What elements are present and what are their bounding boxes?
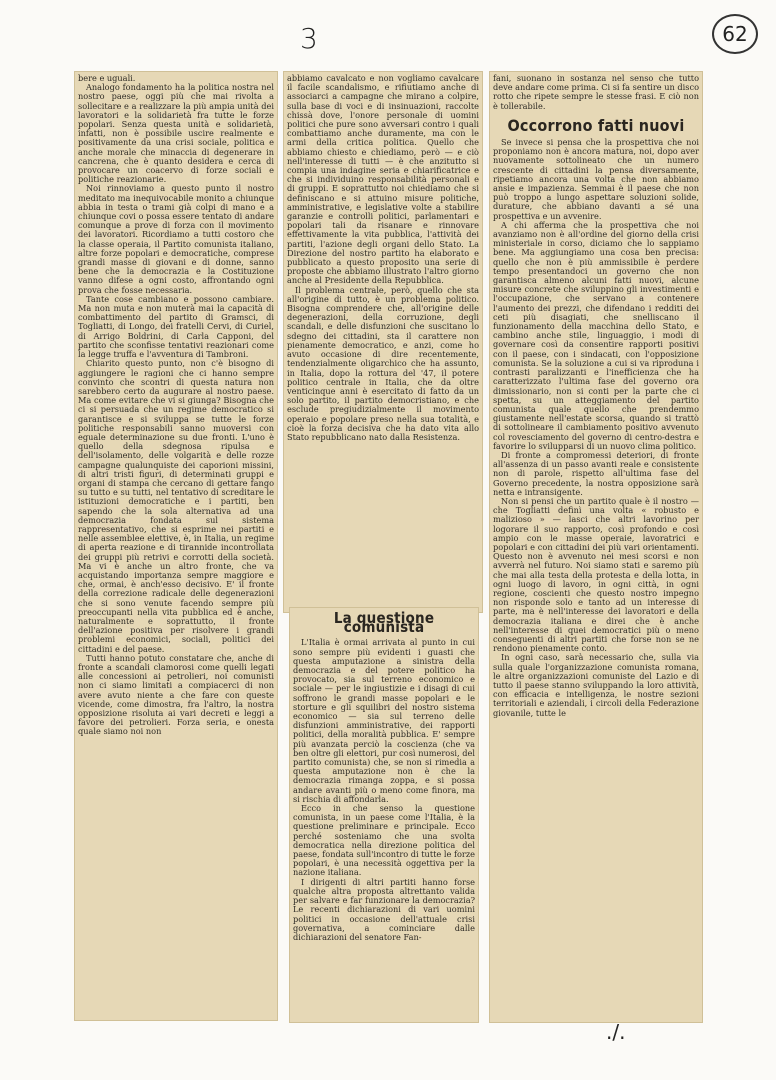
circled-archive-number: 62 [712,14,758,54]
right-column-text [490,72,702,720]
paragraph: L'Italia è ormai arrivata al punto in cui sono sempre più evidenti i guasti che questa amputazione a sinistra della democrazia e del potere politico ha provocato, sia sul terreno economico e sociale — per le ingiustizie e i disagi di cui soffrono le grandi masse popolari e le storture e gli squilibri del nostro sistema economico — sia sul terreno delle disfunzioni amministrative, dei rapporti politici, della moralità pubblica. E' sempre più avanzata perciò la coscienza (che va ben oltre gli elettori, pur così numerosi, del partito comunista) che, se non si rimedia a questa amputazione non è che la democrazia rimanga zoppa, e si possa andare avanti più o meno come finora, ma si rischia di affondarla. [293,637,475,804]
clipping-middle-column-top [284,72,482,612]
clipping-left-column [75,72,277,1020]
clipping-right-column [490,72,702,1022]
paragraph: Il problema centrale, però, quello che sta all'origine di tutto, è un problema politico. Bisogna comprendere che, all'origine delle degenerazioni, della corruzione, degli scandali, e delle disfunzioni che suscitano lo sdegno dei cittadini, sta il carattere non pienamente democratico, e anzi, come ho avuto occasione di dire recentemente, tendenzialmente oligarchico che ha assunto, in Italia, dopo la rottura del '47, il potere politico centrale in Italia, che da oltre venticinque anni è esercitato di fatto da un solo partito, il partito democristiano, e che esclude pregiudizialmente il movimento operaio e popolare preso nella sua totalità, e cioè la forza decisiva che ha dato vita allo Stato repubblicano nato dalla Resistenza. [287,284,479,442]
continuation-mark: ./. [606,1020,626,1044]
handwritten-page-number: 3 [300,22,318,55]
middle-column-bottom-text [290,608,478,944]
paragraph: Noi rinnoviamo a questo punto il nostro meditato ma inequivocabile monito a chiunque abbia in testa o trami già colpi di mano e a chiunque covi o possa essere tentato di andare comunque a prove di forza con il movimento dei lavoratori. Ricordiamo a tutti costoro che la classe operaia, il Partito comunista italiano, altre forze popolari e democratiche, comprese grandi masse di giovani e di donne, sanno bene che la democrazia e la Costituzione vanno difese a ogni costo, affrontando ogni prova che fosse necessaria. [78,183,274,295]
paragraph: I dirigenti di altri partiti hanno forse qualche altra proposta altrettanto valida per salvare e far funzionare la democrazia? Le recenti dichiarazioni di vari uomini politici in occasione dell'attuale crisi governativa, a cominciare dalle dichiarazioni del senatore Fan- [293,876,475,942]
clipping-middle-column-bottom [290,608,478,1022]
paragraph: Di fronte a compromessi deteriori, di fronte all'assenza di un passo avanti reale e consistente non di parole, rispetto all'ultima fase del Governo precedente, la nostra opposizione sarà netta e intransigente. [493,449,699,497]
paragraph: Tutti hanno potuto constatare che, anche di fronte a scandali clamorosi come quelli legati alle concessioni ai petrolieri, noi comunisti non ci siamo limitati a compiacerci di non avere avuto niente a che fare con queste vicende, come dimostra, fra l'altro, la nostra opposizione risoluta ai vari decreti e leggi a favore dei petrolieri. Forza seria, e onesta quale siamo noi non [78,652,274,737]
left-column-text [75,72,277,739]
paragraph: Tante cose cambiano e possono cambiare. Ma non muta e non muterà mai la capacità di combattimento del partito di Gramsci, di Togliatti, di Longo, dei fratelli Cervi, di Curiel, di Arrigo Boldrini, di Carla Capponi, del partito che sconfisse tentativi reazionari come la legge truffa e l'avventura di Tambroni. [78,293,274,360]
paragraph: Chiarito questo punto, non c'è bisogno di aggiungere le ragioni che ci hanno sempre convinto che scontri di questa natura non sarebbero certo da augurare al nostro paese. Ma come evitare che vi si giunga? Bisogna che ci si persuada che un regime democratico si garantisce e si sviluppa se tutte le forze politiche responsabili sanno muoversi con eguale determinazione su due fronti. L'uno è quello della sdegnosa ripulsa e dell'isolamento, delle volgarità e delle rozze campagne qualunquiste dei caporioni missini, di altri tristi figuri, di determinati gruppi e organi di stampa che cercano di gettare fango su tutto e su tutti, nel tentativo di screditare le istituzioni democratiche e i partiti, ben sapendo che la sola alternativa ad una democrazia fondata sul sistema rappresentativo, che si esprime nei partiti e nelle assemblee elettive, è, in Italia, un regime di aperta reazione e di tirannide incontrollata dei gruppi più retrivi e corrotti della società. Ma vi è anche un altro fronte, che va acquistando importanza sempre maggiore e che, ormai, è anch'esso decisivo. E' il fronte della correzione radicale delle degenerazioni che si sono venute facendo sempre più preoccupanti nella vita pubblica ed è anche, naturalmente e soprattutto, il fronte dell'azione positiva per risolvere i grandi problemi economici, sociali, politici dei cittadini e del paese. [78,358,274,654]
section-headline: Occorrono fatti nuovi [507,115,685,135]
section-headline: La questione comunista [333,609,435,637]
paragraph: A chi afferma che la prospettiva che noi avanziamo non è all'ordine del giorno della crisi ministeriale in corso, diciamo che lo sappiamo bene. Ma aggiungiamo una cosa ben precisa: quello che non è più ammissibile è perdere tempo presentandoci un governo che non garantisca almeno alcuni fatti nuovi, alcune misure concrete che sviluppino gli investimenti e l'occupazione, che servano a contenere l'aumento dei prezzi, che difendano i redditi dei ceti più disagiati, che snelliscano il funzionamento della macchina dello Stato, e cambino anche stile, linguaggio, i modi di governare così da consentire rapporti positivi con il paese, con i sindacati, con l'opposizione comunista. Se la soluzione a cui si va riproduna i contrasti paralizzanti e l'inefficienza che ha caratterizzato l'ultima fase del governo ora dimissionario, non si conti per la parte che ci spetta, su un atteggiamento del partito comunista quale quello che prendemmo giustamente nell'estate scorsa, quando si trattò di sottolineare il cambiamento positivo avvenuto col rovesciamento del governo di centro-destra e favorire lo svilupparsi di un nuovo clima politico. [493,219,699,451]
middle-column-top-text [284,72,482,444]
paragraph: Analogo fondamento ha la politica nostra nel nostro paese, oggi più che mai rivolta a sollecitare e a realizzare la più ampia unità dei lavoratori e la solidarietà fra tutte le forze popolari. Senza questa unità e solidarietà, infatti, non è possibile uscire realmente e positivamente da una crisi sociale, politica e anche morale che minaccia di degenerare in cancrena, che è quanto desidera e cerca di provocare un coacervo di forze sociali e politiche reazionarie. [78,82,274,185]
paragraph: In ogni caso, sarà necessario che, sulla via sulla quale l'organizzazione comunista romana, le altre organizzazioni comuniste del Lazio e di tutto il paese stanno sviluppando la loro attività, con efficacia e intelligenza, le nostre sezioni territoriali e aziendali, i circoli della Federazione giovanile, tutte le [493,652,699,718]
paragraph: Non si pensi che un partito quale è il nostro — che Togliatti definì una volta « robusto e malizioso » — lasci che altri lavorino per logorare il suo rapporto, così profondo e così ampio con le masse operaie, lavoratrici e popolari e con cittadini dei più vari orientamenti. Questo non è avvenuto nei mesi scorsi e non avverrà nel futuro. Noi siamo stati e saremo più che mai alla testa della protesta e della lotta, in ogni luogo di lavoro, in ogni città, in ogni regione, coscienti che questo nostro impegno non risponde solo e tanto ad un interesse di parte, ma è nell'interesse dei lavoratori e della democrazia italiana e direi che è anche nell'interesse di quei democratici più o meno conseguenti di altri partiti che forse non se ne rendono pienamente conto. [493,495,699,654]
paragraph: bere e uguali. [78,73,136,83]
paragraph: fani, suonano in sostanza nel senso che tutto deve andare come prima. Ci si fa sentire un disco rotto che ripete sempre le stesse frasi. E ciò non è tollerabile. [493,73,699,111]
paragraph: abbiamo cavalcato e non vogliamo cavalcare il facile scandalismo, e rifiutiamo anche di associarci a campagne che mirano a colpire, sulla base di voci e di insinuazioni, raccolte chissà dove, l'onore personale di uomini politici che pure sono avversari contro i quali combattiamo anche duramente, ma con le armi della critica politica. Quello che abbiamo chiesto e chiediamo, però — e ciò nell'interesse di tutti — è che anzitutto si compia una indagine seria e chiarificatrice e che si individuino responsabilità personali e di gruppi. E soprattutto noi chiediamo che si definiscano e si attuino misure politiche, amministrative, e legislative volte a stabilire garanzie e controlli politici, parlamentari e popolari tali da risanare e rinnovare effettivamente la vita pubblica, l'attività dei partiti, l'azione degli organi dello Stato. La Direzione del nostro partito ha elaborato e pubblicato a questo proposito una serie di proposte che abbiamo illustrato l'altro giorno anche al Presidente della Repubblica. [287,73,479,286]
paragraph: Ecco in che senso la questione comunista, in un paese come l'Italia, è la questione preliminare e principale. Ecco perché sosteniamo che una svolta democratica nella direzione politica del paese, fondata sull'incontro di tutte le forze popolari, è una necessità oggettiva per la nazione italiana. [293,803,475,878]
paragraph: Se invece si pensa che la prospettiva che noi proponiamo non è ancora matura, noi, dopo aver nuovamente sottolineato che un numero crescente di cittadini la pensa diversamente, ripetiamo ancora una volta che non abbiamo ansie e impazienza. Semmai è il paese che non può troppo a lungo aspettare soluzioni solide, durature, che abbiano davanti a sé una prospettiva e un avvenire. [493,137,699,221]
